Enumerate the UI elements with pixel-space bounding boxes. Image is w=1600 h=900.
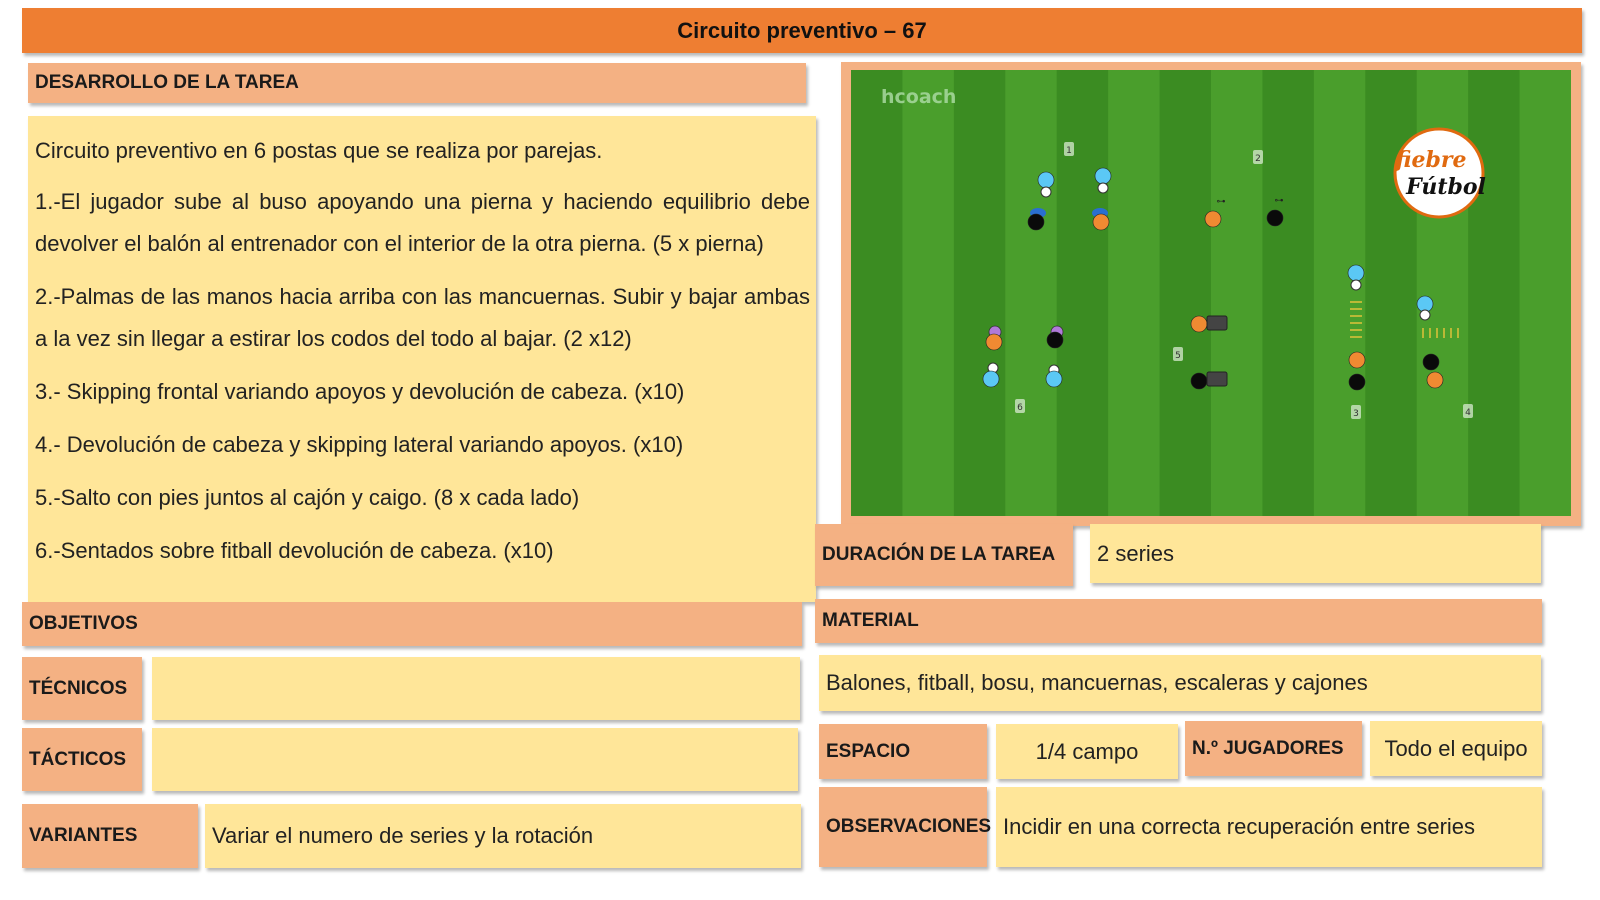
description-paragraph: Circuito preventivo en 6 postas que se realiza por parejas. (35, 138, 603, 163)
player-black (1349, 374, 1365, 390)
station-number-1: 1 (1066, 146, 1072, 156)
jump-box-icon (1207, 372, 1227, 386)
players-value: Todo el equipo (1370, 721, 1542, 776)
grass-stripe (1314, 70, 1366, 516)
player-orange (1205, 211, 1221, 227)
brand-logo-text: Fútbol (1406, 174, 1486, 200)
space-label: ESPACIO (819, 724, 987, 779)
grass-stripe (1005, 70, 1057, 516)
grass-stripe (851, 70, 903, 516)
description-paragraph: 3.- Skipping frontal variando apoyos y devolución de cabeza. (x10) (35, 379, 685, 404)
player-black (1267, 210, 1283, 226)
grass-stripe (1057, 70, 1109, 516)
grass-stripe (1468, 70, 1520, 516)
grass-stripe (1211, 70, 1263, 516)
grass-stripe (902, 70, 954, 516)
station-number-4: 4 (1465, 408, 1471, 418)
ball-icon (1351, 280, 1361, 290)
duration-value: 2 series (1090, 524, 1541, 583)
player-orange (1093, 214, 1109, 230)
description-paragraph: 5.-Salto con pies juntos al cajón y caigo. (8 x cada lado) (35, 485, 580, 510)
development-header: DESARROLLO DE LA TAREA (28, 63, 806, 103)
grass-stripe (954, 70, 1006, 516)
player-cyan (1348, 265, 1364, 281)
development-description (28, 116, 816, 602)
jump-box-icon (1207, 316, 1227, 330)
grass-stripe (1520, 70, 1571, 516)
material-value: Balones, fitball, bosu, mancuernas, escaleras y cajones (819, 655, 1541, 711)
ball-icon (1041, 187, 1051, 197)
player-black (1191, 373, 1207, 389)
player-orange (1349, 352, 1365, 368)
observations-label: OBSERVACIONES (819, 787, 987, 867)
technical-value (152, 657, 800, 720)
grass-stripe (1160, 70, 1212, 516)
players-label: N.º JUGADORES (1185, 721, 1362, 776)
material-header: MATERIAL (815, 599, 1542, 643)
description-paragraph: 2.-Palmas de las manos hacia arriba con las mancuernas. Subir y bajar ambas a la vez sin llegar a estirar los codos del todo al bajar. (2 x12) (35, 284, 810, 351)
duration-label: DURACIÓN DE LA TAREA (815, 524, 1073, 586)
tactical-label: TÁCTICOS (22, 728, 142, 791)
technical-label: TÉCNICOS (22, 657, 142, 720)
space-value: 1/4 campo (996, 724, 1178, 779)
watermark-logo: hcoach (881, 86, 957, 108)
dumbbell-icon: ⊶ (1274, 196, 1284, 206)
brand-logo-circle (1395, 129, 1483, 217)
player-orange (1191, 316, 1207, 332)
station-number-3: 3 (1353, 409, 1359, 419)
player-cyan (1038, 172, 1054, 188)
variants-label: VARIANTES (22, 804, 198, 868)
ball-icon (1420, 310, 1430, 320)
dumbbell-icon: ⊶ (1216, 197, 1226, 207)
player-orange (986, 334, 1002, 350)
grass-stripe (1108, 70, 1160, 516)
player-black (1047, 332, 1063, 348)
station-number-2: 2 (1255, 154, 1261, 164)
player-black (1423, 354, 1439, 370)
station-number-5: 5 (1175, 351, 1181, 361)
brand-logo-text: fiebre (1395, 147, 1467, 173)
ball-icon (1098, 183, 1108, 193)
station-number-6: 6 (1017, 403, 1023, 413)
description-paragraph: 4.- Devolución de cabeza y skipping lateral variando apoyos. (x10) (35, 432, 684, 457)
grass-stripe (1365, 70, 1417, 516)
player-black (1028, 214, 1044, 230)
grass-stripe (1262, 70, 1314, 516)
player-cyan (1095, 168, 1111, 184)
tactical-value (152, 728, 798, 791)
player-cyan (983, 371, 999, 387)
player-cyan (1046, 371, 1062, 387)
field-diagram (841, 62, 1581, 526)
description-paragraph: 6.-Sentados sobre fitball devolución de cabeza. (x10) (35, 538, 554, 563)
observations-value: Incidir en una correcta recuperación entre series (996, 787, 1542, 867)
description-paragraph: 1.-El jugador sube al buso apoyando una pierna y haciendo equilibrio debe devolver el balón al entrenador con el interior de la otra pierna. (5 x pierna) (35, 189, 810, 256)
variants-value: Variar el numero de series y la rotación (205, 804, 801, 868)
field-image (851, 70, 1571, 516)
objectives-header: OBJETIVOS (22, 602, 802, 646)
page-title: Circuito preventivo – 67 (22, 8, 1582, 53)
player-orange (1427, 372, 1443, 388)
